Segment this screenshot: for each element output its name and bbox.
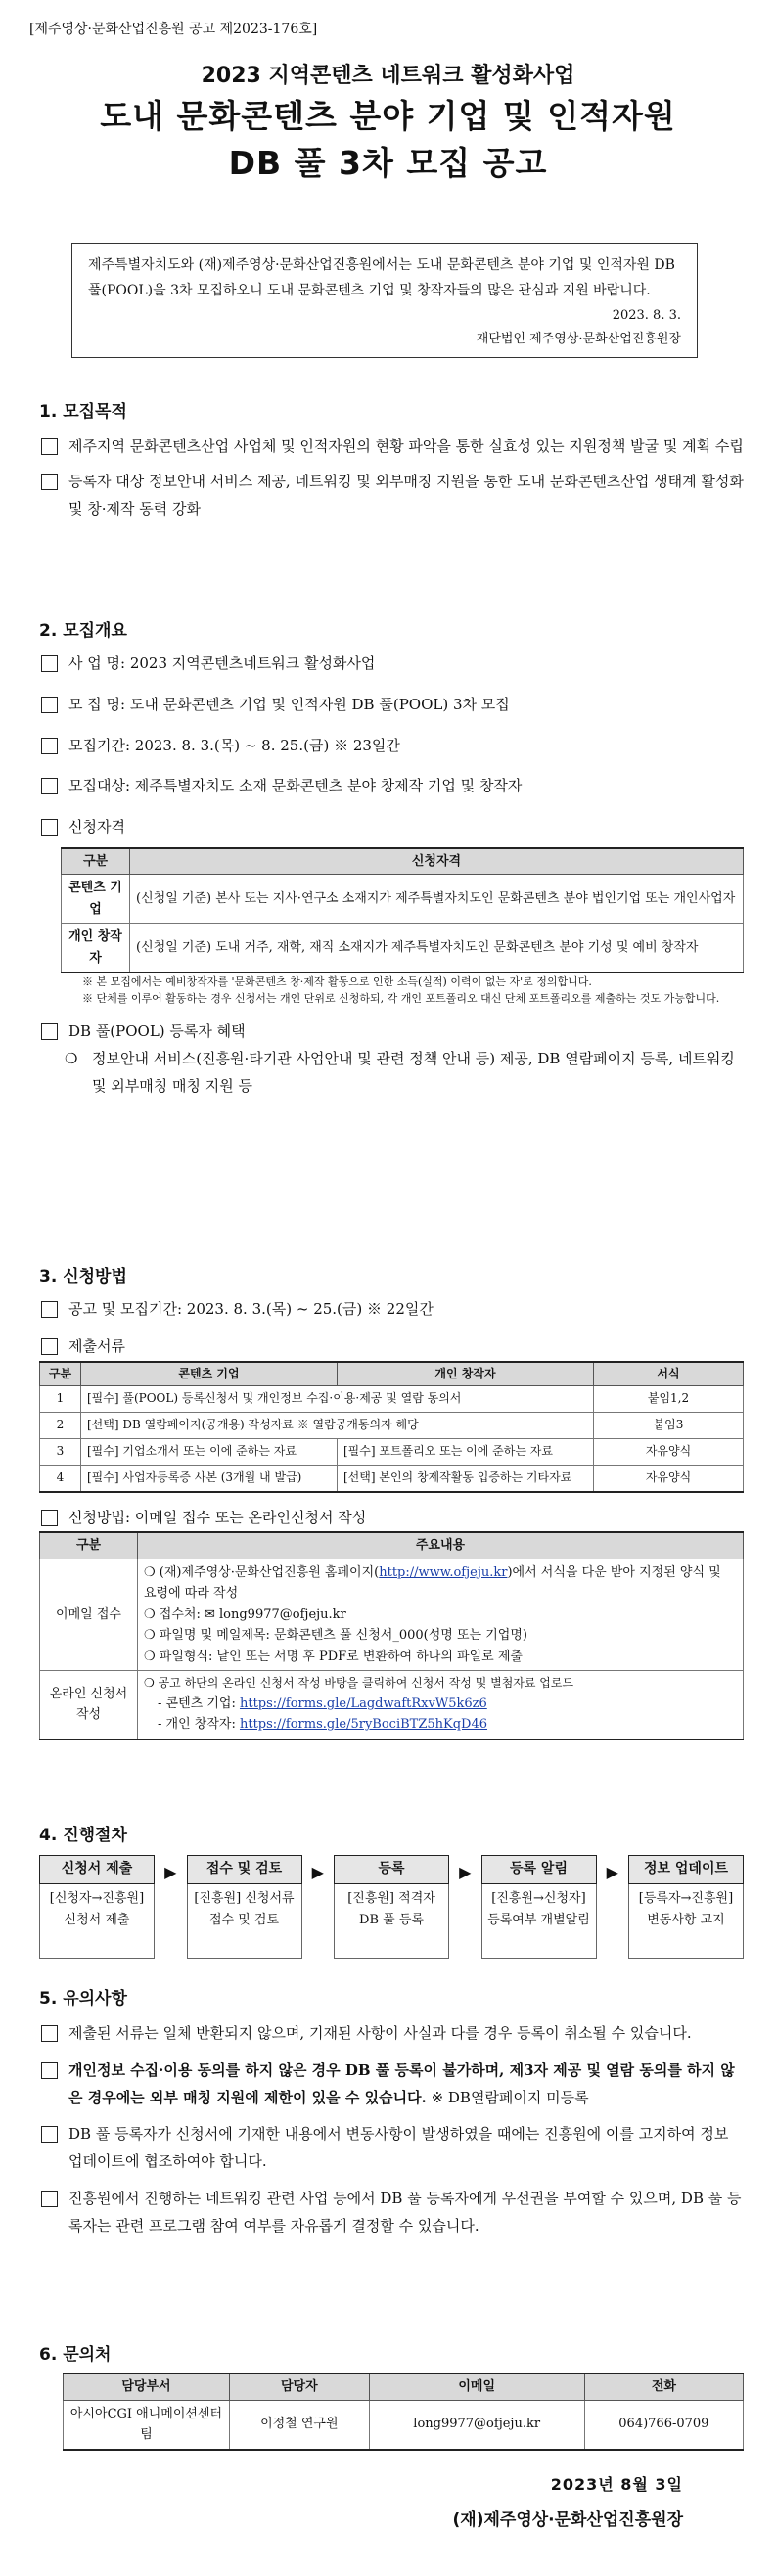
section-contact [39,2342,744,2451]
table-row: 개인 창작자 (신청일 기준) 도내 거주, 재학, 재직 소재지가 제주특별자치도인 문화콘텐츠 분야 기성 및 예비 창작자 [62,924,744,972]
footer-date: 2023년 8월 3일 [550,2475,683,2494]
checkbox-icon [41,2191,58,2207]
checkbox-icon [41,778,58,794]
homepage-link[interactable]: http://www.ofjeju.kr [379,1564,508,1580]
procedure-step: 등록 [진흥원] 적격자 DB 풀 등록 [334,1855,449,1959]
section-overview [39,618,744,1100]
section-title: 1. 모집목적 [39,402,127,422]
arrow-right-icon: ▶ [311,1863,324,1882]
list-item: 제출된 서류는 일체 반환되지 않으며, 기재된 사항이 사실과 다를 경우 등록이 취소될 수 있습니다. [39,2020,744,2048]
contact-email: long9977@ofjeju.kr [369,2400,584,2449]
table-row: 이메일 접수 ❍ (재)제주영상·문화산업진흥원 홈페이지(http://www.ofjeju.kr)에서 서식을 다운 받아 지정된 양식 및 요령에 따라 작성 ❍ 접수처: ✉ long9977@ofjeju.kr ❍ 파일명 및 메일제목: 문화콘텐츠 풀 신청서_000(성명 또는 기업명) ❍ 파일형식: 낱인 또는 서명 후 PDF로 변환하여 하나의 파일로 제출 [40,1559,744,1670]
list-item: 공고 및 모집기간: 2023. 8. 3.(목) ~ 25.(금) ※ 22일간 [39,1296,744,1324]
project-title: 2023 지역콘텐츠 네트워크 활성화사업 [201,64,575,88]
list-item: 개인정보 수집·이용 동의를 하지 않은 경우 DB 풀 등록이 불가하며, 제3자 제공 및 열람 동의를 하지 않은 경우에는 외부 매칭 지원에 제한이 있을 수 있습니다. ※ DB열람페이지 미등록 [39,2057,744,2112]
intro-date: 2023. 8. 3. [612,307,681,323]
notice-number: [제주영상·문화산업진흥원 공고 제2023-176호] [29,22,318,37]
checkbox-icon [41,655,58,672]
checkbox-icon [41,738,58,754]
procedure-step: 신청서 제출 [신청자→진흥원] 신청서 제출 [39,1855,155,1959]
checkbox-icon [41,697,58,713]
list-item: 진흥원에서 진행하는 네트워킹 관련 사업 등에서 DB 풀 등록자에게 우선권을 부여할 수 있으며, DB 풀 등록자는 관련 프로그램 참여 여부를 자유롭게 결정할 수 있습니다. [39,2186,744,2240]
intro-box [71,243,698,358]
section-procedure [39,1823,744,1959]
table-header: 개인 창작자 [338,1362,594,1386]
apply-method-table [39,1531,744,1740]
list-item: 모집기간: 2023. 8. 3.(목) ~ 8. 25.(금) ※ 23일간 [39,733,744,760]
procedure-step: 접수 및 검토 [진흥원] 신청서류 접수 및 검토 [187,1855,302,1959]
qualification-table [61,847,744,973]
section-title: 6. 문의처 [39,2345,112,2365]
table-row: 3 [필수] 기업소개서 또는 이에 준하는 자료 [필수] 포트폴리오 또는 이에 준하는 자료 자유양식 [40,1439,744,1466]
arrow-right-icon: ▶ [164,1863,177,1882]
list-item: 제주지역 문화콘텐츠산업 사업체 및 인적자원의 현황 파악을 통한 실효성 있는 지원정책 발굴 및 계획 수립 [39,433,744,461]
section-title: 2. 모집개요 [39,621,127,641]
sub-item: ❍ 정보안내 서비스(진흥원·타기관 사업안내 및 관련 정책 안내 등) 제공, DB 열람페이지 등록, 네트워킹 및 외부매칭 매칭 지원 등 [39,1046,744,1101]
table-header: 전화 [584,2373,743,2400]
section-title: 5. 유의사항 [39,1989,127,2009]
procedure-step: 등록 알림 [진흥원→신청자] 등록여부 개별알림 [481,1855,597,1959]
table-header: 담당부서 [64,2373,230,2400]
table-row: 1 [필수] 풀(POOL) 등록신청서 및 개인정보 수집·이용·제공 및 열람 동의서 붙임1,2 [40,1386,744,1413]
note: ※ 단체를 이루어 활동하는 경우 신청서는 개인 단위로 신청하되, 각 개인 포트폴리오 대신 단체 포트폴리오를 제출하는 것도 가능합니다. [82,992,720,1006]
footer-organization: (재)제주영상·문화산업진흥원장 [452,2510,683,2530]
procedure-flow [39,1855,744,1959]
section-notes [39,1986,744,2239]
table-row: 온라인 신청서 작성 ❍ 공고 하단의 온라인 신청서 작성 바탕을 클릭하여 신청서 작성 및 별첨자료 업로드 - 콘텐츠 기업: https://forms.gle/LagdwaftRxvW5k6z6 - 개인 창작자: https://forms.gle/5ryBociBTZ5hKqD46 [40,1671,744,1740]
checkbox-icon [41,1510,58,1526]
documents-table [39,1361,744,1493]
list-item: 제출서류 [39,1333,744,1361]
list-item: 신청방법: 이메일 접수 또는 온라인신청서 작성 [39,1505,744,1532]
table-header: 구분 [40,1532,138,1559]
section-application [39,1264,744,1740]
list-item: 사 업 명: 2023 지역콘텐츠네트워크 활성화사업 [39,651,744,678]
list-item: 등록자 대상 정보안내 서비스 제공, 네트워킹 및 외부매칭 지원을 통한 도내 문화콘텐츠산업 생태계 활성화 및 창·제작 동력 강화 [39,469,744,523]
company-form-link[interactable]: https://forms.gle/LagdwaftRxvW5k6z6 [239,1695,487,1711]
table-header: 주요내용 [138,1532,744,1559]
section-purpose [39,399,744,522]
checkbox-icon [41,438,58,455]
table-header: 신청자격 [130,848,744,875]
table-header: 담당자 [230,2373,370,2400]
checkbox-icon [41,2062,58,2079]
list-item: DB 풀 등록자가 신청서에 기재한 내용에서 변동사항이 발생하였을 때에는 진흥원에 이를 고지하여 정보 업데이트에 협조하여야 합니다. [39,2121,744,2176]
intro-text: 제주특별자치도와 (재)제주영상·문화산업진흥원에서는 도내 문화콘텐츠 분야 기업 및 인적자원 DB 풀(POOL)을 3차 모집하오니 도내 문화콘텐츠 기업 및 창작자들의 많은 관심과 지원 바랍니다. [88,257,675,298]
main-subtitle: DB 풀 3차 모집 공고 [228,144,548,183]
section-title: 4. 진행절차 [39,1826,127,1845]
checkbox-icon [41,1301,58,1318]
checkbox-icon [41,1338,58,1355]
arrow-right-icon: ▶ [459,1863,472,1882]
table-header: 이메일 [369,2373,584,2400]
main-title: 도내 문화콘텐츠 분야 기업 및 인적자원 [100,97,676,136]
checkbox-icon [41,1023,58,1040]
table-header: 콘텐츠 기업 [81,1362,338,1386]
creator-form-link[interactable]: https://forms.gle/5ryBociBTZ5hKqD46 [239,1717,488,1733]
section-title: 3. 신청방법 [39,1267,127,1287]
list-item: 모집대상: 제주특별자치도 소재 문화콘텐츠 분야 창제작 기업 및 창작자 [39,773,744,800]
table-header: 구분 [40,1362,81,1386]
contact-table [63,2373,744,2450]
table-row: 4 [필수] 사업자등록증 사본 (3개월 내 발급) [선택] 본인의 창제작활동 입증하는 기타자료 자유양식 [40,1465,744,1491]
table-row: 아시아CGI 애니메이션센터팀 이정철 연구원 long9977@ofjeju.kr 064)766-0709 [64,2400,744,2449]
procedure-step: 정보 업데이트 [등록자→진흥원] 변동사항 고지 [628,1855,744,1959]
checkbox-icon [41,819,58,836]
table-header: 구분 [62,848,130,875]
table-row: 콘텐츠 기업 (신청일 기준) 본사 또는 지사·연구소 소재지가 제주특별자치도인 문화콘텐츠 분야 법인기업 또는 개인사업자 [62,875,744,924]
note: ※ 본 모집에서는 예비창작자를 '문화콘텐츠 창·제작 활동으로 인한 소득(실적) 이력이 없는 자'로 정의합니다. [82,975,592,989]
circle-bullet-icon: ❍ [65,1049,78,1067]
table-header: 서식 [594,1362,744,1386]
arrow-right-icon: ▶ [606,1863,618,1882]
checkbox-icon [41,2126,58,2143]
list-item: DB 풀(POOL) 등록자 혜택 [39,1018,744,1046]
table-row: 2 [선택] DB 열람페이지(공개용) 작성자료 ※ 열람공개동의자 해당 붙임3 [40,1413,744,1439]
list-item: 신청자격 [39,814,744,841]
checkbox-icon [41,474,58,490]
intro-signature: 재단법인 제주영상·문화산업진흥원장 [476,331,681,346]
list-item: 모 집 명: 도내 문화콘텐츠 기업 및 인적자원 DB 풀(POOL) 3차 모집 [39,692,744,719]
checkbox-icon [41,2025,58,2042]
title-block [0,59,776,187]
